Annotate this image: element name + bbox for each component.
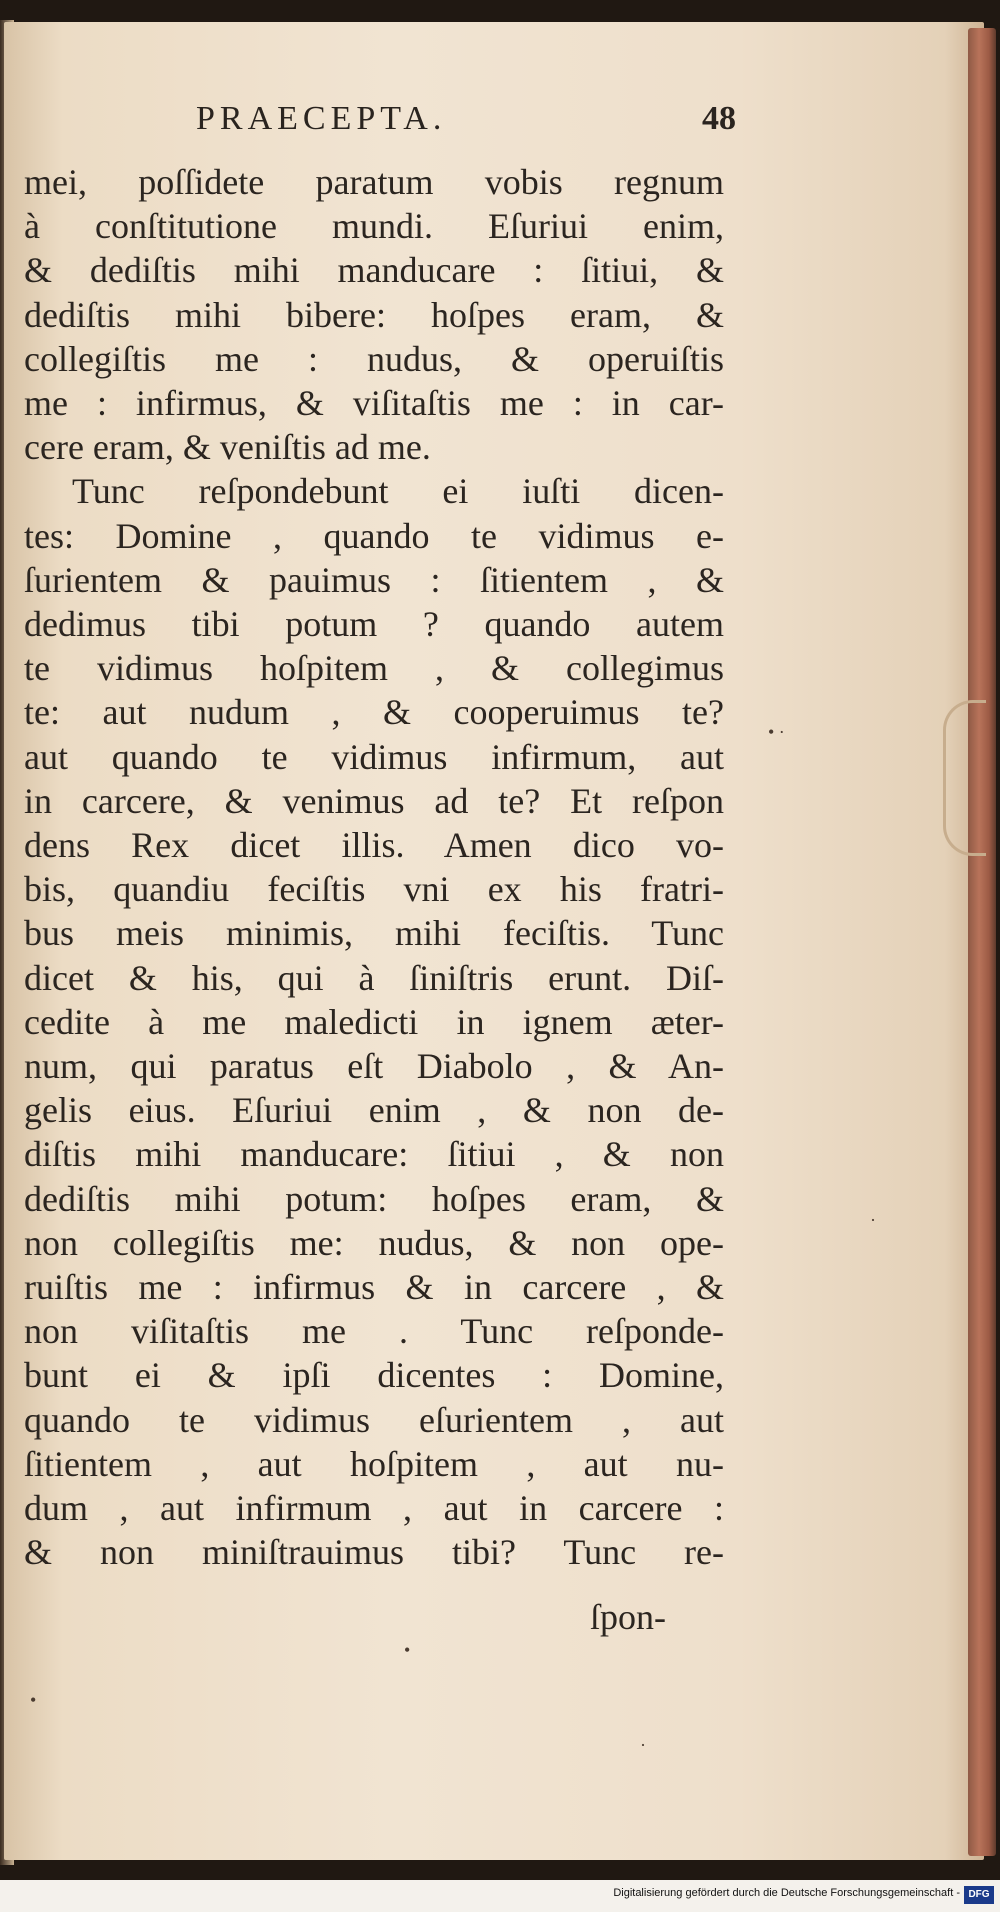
page-number: 48 [702,100,736,137]
page-thumb-mark [943,700,986,856]
funding-credit: Digitalisierung gefördert durch die Deutsche Forschungsgemeinschaft - [613,1887,960,1899]
page-header [196,100,736,150]
footer-bar [0,1880,1000,1912]
text-line: non collegiſtis me: nudus, & non ope- [24,1222,724,1263]
text-line: diſtis mihi manducare: ſitiui , & non [24,1134,724,1175]
catchword: ſpon- [590,1597,666,1637]
text-line: non viſitaſtis me . Tunc reſponde- [24,1311,724,1352]
text-line: & non miniſtrauimus tibi? Tunc re- [24,1532,724,1573]
text-line: mei, poſſidete paratum vobis regnum [24,162,724,202]
text-line: & dediſtis mihi manducare : ſitiui, & [24,250,724,291]
text-line: bunt ei & ipſi dicentes : Domine, [24,1355,724,1396]
text-line: dens Rex dicet illis. Amen dico vo- [24,825,724,866]
text-line: ruiſtis me : infirmus & in carcere , & [24,1267,724,1308]
text-line: dedimus tibi potum ? quando autem [24,604,724,645]
text-line: num, qui paratus eſt Diabolo , & An- [24,1046,724,1087]
text-line: in carcere, & venimus ad te? Et reſpon [24,780,724,821]
ink-speck: · [870,1210,876,1230]
text-line: dediſtis mihi potum: hoſpes eram, & [24,1178,724,1219]
text-line: cedite à me maledicti in ignem æter- [24,1001,724,1042]
ink-speck: · [640,1735,646,1755]
text-line: quando te vidimus eſurientem , aut [24,1399,724,1440]
ink-speck: • [404,1640,411,1660]
running-title: PRAECEPTA. [196,100,447,137]
text-line: bis, quandiu feciſtis vni ex his fratri- [24,869,724,910]
text-line: dediſtis mihi bibere: hoſpes eram, & [24,294,724,335]
text-line: ſitientem , aut hoſpitem , aut nu- [24,1443,724,1484]
text-line: ſurientem & pauimus : ſitientem , & [24,559,724,600]
text-line: Tunc reſpondebunt ei iuſti dicen- [72,471,724,512]
text-line: à conſtitutione mundi. Eſuriui enim, [24,206,724,247]
text-line: dicet & his, qui à ſiniſtris erunt. Diſ- [24,957,724,998]
text-line: tes: Domine , quando te vidimus e- [24,515,724,556]
page-right-edge [968,28,996,1856]
text-line: bus meis minimis, mihi feciſtis. Tunc [24,913,724,954]
text-line: te vidimus hoſpitem , & collegimus [24,648,724,689]
text-line: cere eram, & veniſtis ad me. [24,427,431,468]
dfg-logo: DFG [964,1886,994,1904]
ink-speck: • [30,1690,37,1710]
text-line: te: aut nudum , & cooperuimus te? [24,692,724,733]
text-line: me : infirmus, & viſitaſtis me : in car- [24,383,724,424]
body-text [24,160,724,1575]
text-line: aut quando te vidimus infirmum, aut [24,736,724,777]
text-line: dum , aut infirmum , aut in carcere : [24,1488,724,1529]
text-line: gelis eius. Eſuriui enim , & non de- [24,1090,724,1131]
ink-speck: • · [768,722,785,742]
text-line: collegiſtis me : nudus, & operuiſtis [24,338,724,379]
